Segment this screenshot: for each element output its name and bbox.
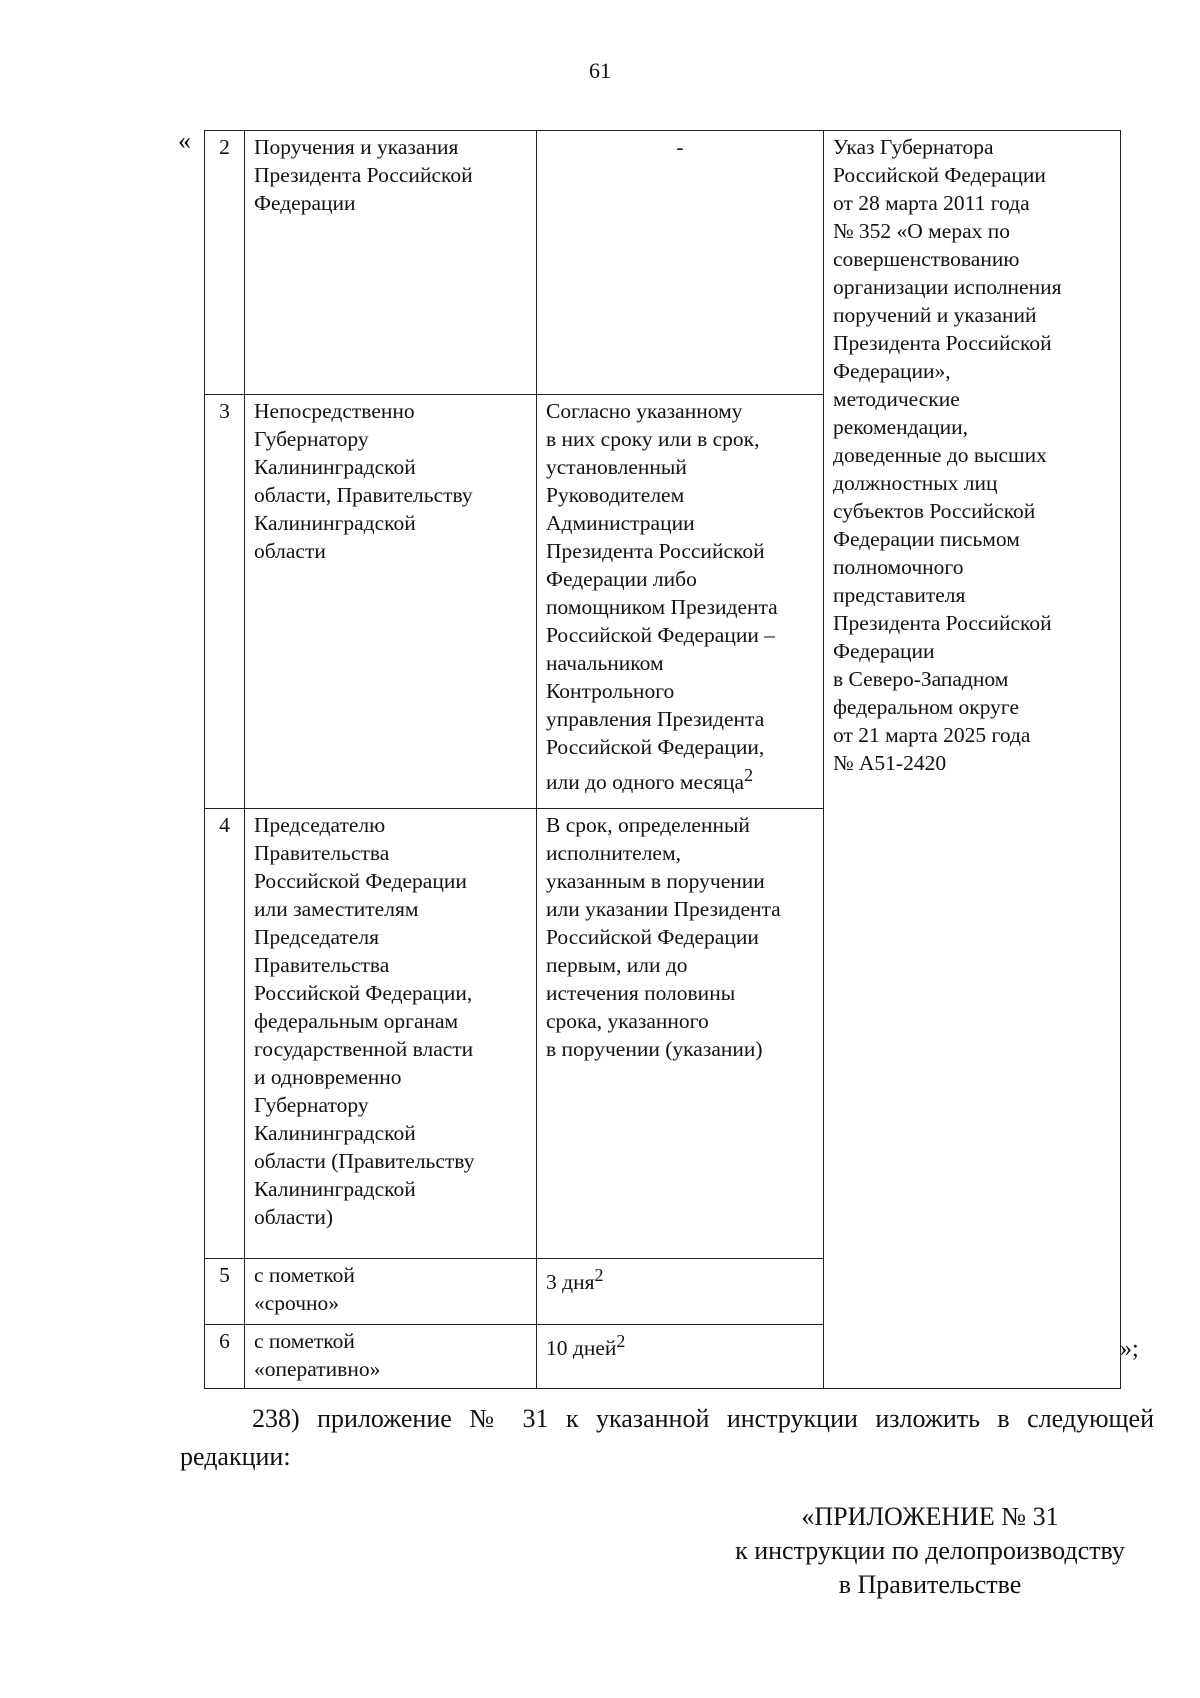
row-number: 6 bbox=[205, 1325, 245, 1389]
opening-quote-mark: « bbox=[178, 126, 191, 155]
recipient-cell: с пометкой «срочно» bbox=[245, 1259, 537, 1325]
deadline-cell: 10 дней$^2$ bbox=[537, 1325, 824, 1389]
appendix-subtitle-2: в Правительстве bbox=[838, 1570, 1022, 1599]
deadline-cell: Согласно указанному в них сроку или в срок, установленный Руководителем Администрации Президента Российской Федерации либо помощником Президента Российской Федерации – начальником Контрольного управления Президента Российской Федерации, или до одного месяца$^2$ bbox=[537, 395, 824, 809]
row-number: 3 bbox=[205, 395, 245, 809]
recipient-cell: Поручения и указания Президента Российской Федерации bbox=[245, 131, 537, 395]
recipient-cell: с пометкой «оперативно» bbox=[245, 1325, 537, 1389]
deadline-cell: 3 дня$^2$ bbox=[537, 1259, 824, 1325]
appendix-title: «ПРИЛОЖЕНИЕ № 31 bbox=[801, 1502, 1059, 1531]
deadline-cell: В срок, определенный исполнителем, указанным в поручении или указании Президента Российской Федерации первым, или до истечения половины срока, указанного в поручении (указании) bbox=[537, 809, 824, 1259]
footnote-mark: 2 bbox=[744, 765, 754, 785]
footnote-mark: 2 bbox=[616, 1331, 626, 1351]
amendment-paragraph: 238) приложение № 31 к указанной инструкции изложить в следующей редакции: bbox=[180, 1404, 1154, 1471]
deadline-cell: - bbox=[537, 131, 824, 395]
row-number: 5 bbox=[205, 1259, 245, 1325]
closing-quote-mark: »; bbox=[1120, 1336, 1139, 1362]
row-number: 2 bbox=[205, 131, 245, 395]
footnote-mark: 2 bbox=[594, 1265, 604, 1285]
recipient-cell: Председателю Правительства Российской Федерации или заместителям Председателя Правительства Российской Федерации, федеральным органам государственной власти и одновременно Губернатору Калининградской области (Правительству Калининградской области) bbox=[245, 809, 537, 1259]
row-number: 4 bbox=[205, 809, 245, 1259]
appendix-heading bbox=[700, 1500, 1160, 1602]
table-row bbox=[205, 131, 1121, 395]
legal-basis-cell: Указ Губернатора Российской Федерации от 28 марта 2011 года № 352 «О мерах по совершенствованию организации исполнения поручений и указаний Президента Российской Федерации», методические рекомендации, доведенные до высших должностных лиц субъектов Российской Федерации письмом полномочного представителя Президента Российской Федерации в Северо-Западном федеральном округе от 21 марта 2025 года № А51-2420 bbox=[824, 131, 1121, 1389]
page-number: 61 bbox=[589, 58, 611, 83]
recipient-cell: Непосредственно Губернатору Калининградской области, Правительству Калининградской области bbox=[245, 395, 537, 809]
appendix-subtitle: к инструкции по делопроизводству bbox=[735, 1536, 1125, 1565]
deadlines-table bbox=[204, 130, 1121, 1389]
